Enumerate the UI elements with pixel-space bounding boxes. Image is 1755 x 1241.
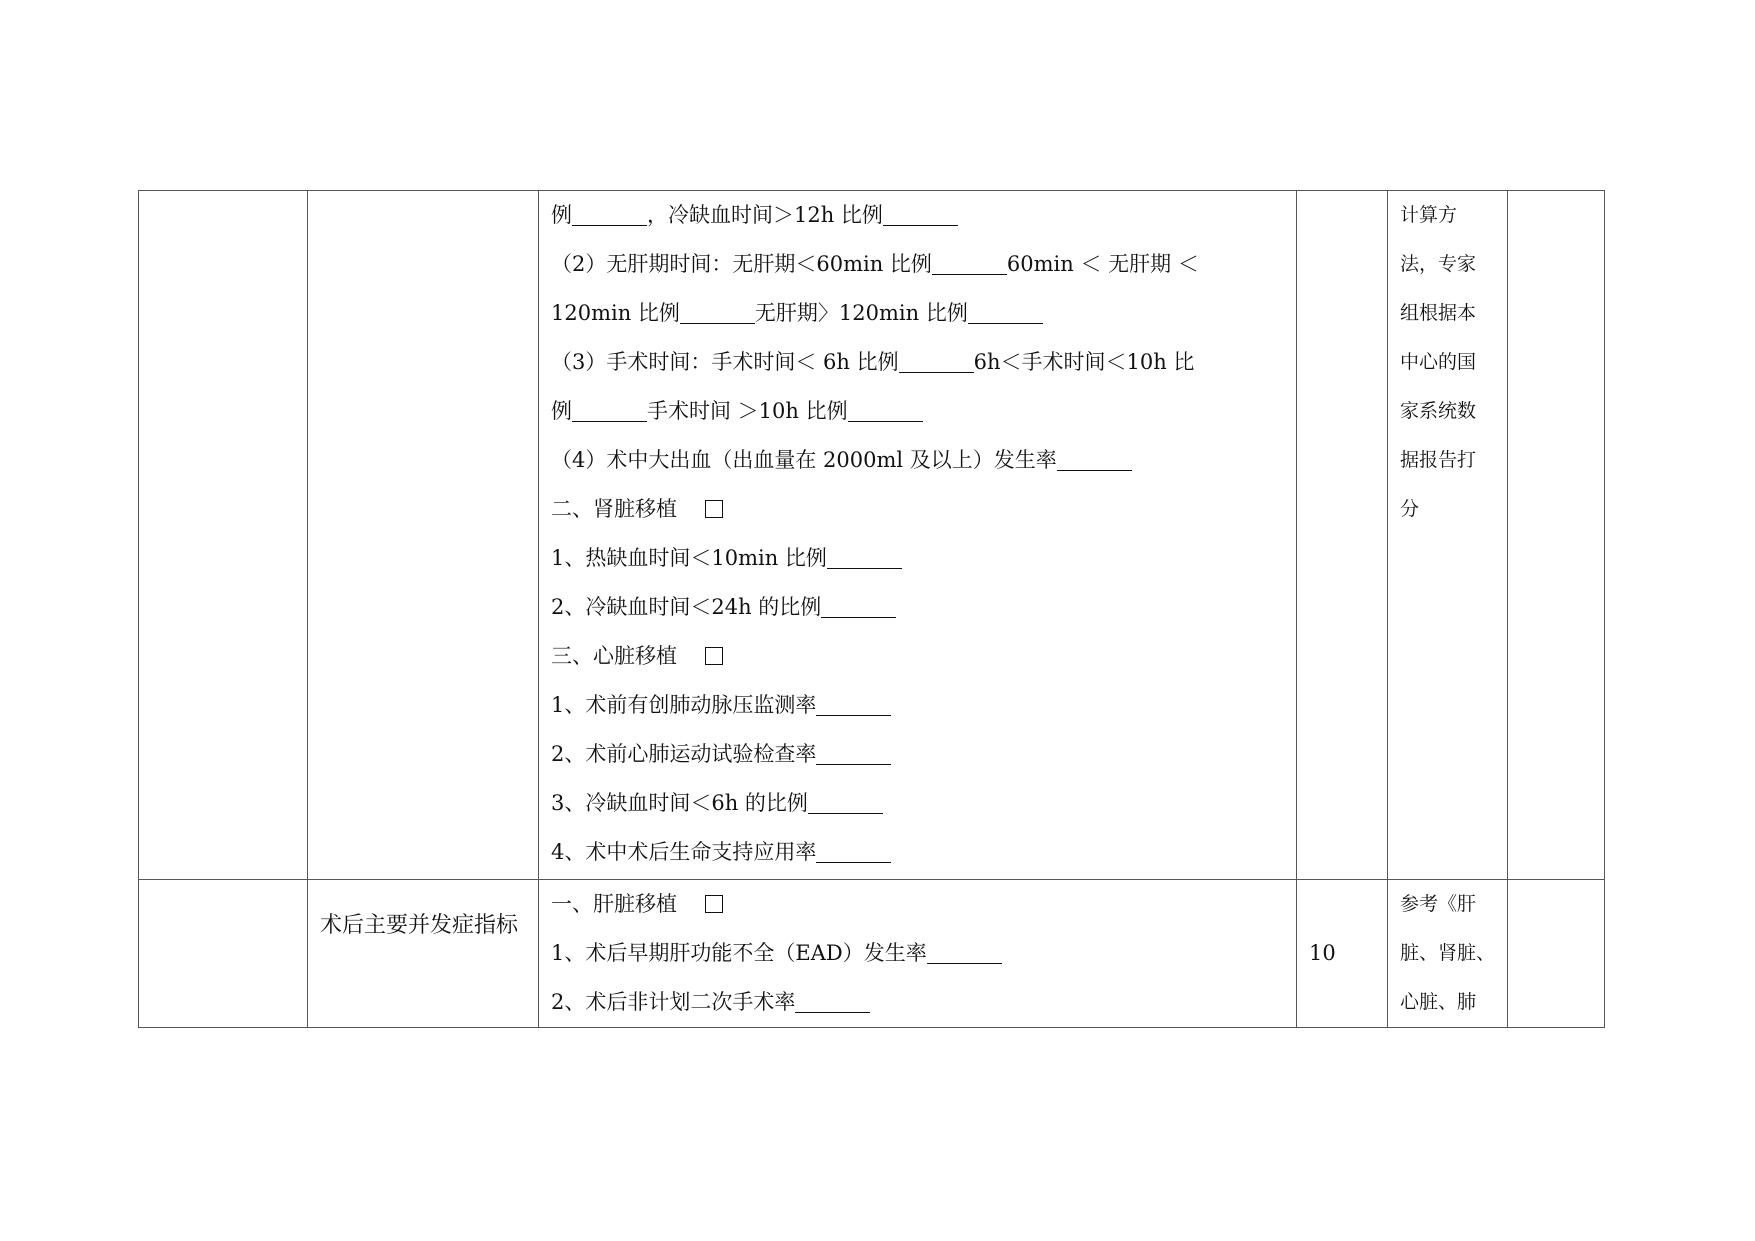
fill-in-blank[interactable] — [816, 763, 891, 765]
content-line — [551, 681, 1284, 730]
content-text: 3、冷缺血时间＜6h 的比例 — [551, 791, 808, 815]
method-text: 法，专家 — [1400, 253, 1477, 275]
remark-cell — [1508, 191, 1605, 880]
method-text: 计算方 — [1400, 204, 1458, 226]
fill-in-blank[interactable] — [899, 371, 974, 373]
content-line — [551, 191, 1284, 240]
content-line — [551, 289, 1284, 338]
content-text: 2、术后非计划二次手术率 — [551, 990, 796, 1014]
content-text: ，冷缺血时间＞12h 比例 — [647, 203, 883, 227]
content-text: 60min ＜ 无肝期 ＜ — [1006, 252, 1199, 276]
indicator-cell — [308, 191, 539, 880]
fill-in-blank[interactable] — [968, 322, 1043, 324]
content-text: 6h＜手术时间＜10h 比 — [973, 350, 1195, 374]
content-text: 4、术中术后生命支持应用率 — [551, 840, 817, 864]
content-line — [551, 632, 1284, 681]
checkbox[interactable] — [705, 647, 723, 665]
checkbox[interactable] — [705, 500, 723, 518]
fill-in-blank[interactable] — [572, 420, 647, 422]
method-text: 组根据本 — [1400, 302, 1477, 324]
score-cell — [1297, 880, 1388, 1028]
table-row — [139, 880, 1605, 1028]
content-cell — [539, 191, 1297, 880]
content-text: 例 — [551, 399, 572, 423]
content-text: 2、冷缺血时间＜24h 的比例 — [551, 595, 822, 619]
fill-in-blank[interactable] — [827, 567, 902, 569]
category-cell — [139, 880, 308, 1028]
content-line — [551, 436, 1284, 485]
method-text: 参考《肝 — [1400, 893, 1477, 915]
score-cell — [1297, 191, 1388, 880]
content-text: 1、术前有创肺动脉压监测率 — [551, 693, 817, 717]
content-line — [551, 828, 1284, 877]
content-line — [551, 338, 1284, 387]
method-cell — [1388, 880, 1508, 1028]
content-text: 无肝期〉120min 比例 — [754, 301, 968, 325]
content-text: 例 — [551, 203, 572, 227]
content-line — [551, 240, 1284, 289]
content-text: （3）手术时间：手术时间＜ 6h 比例 — [551, 350, 899, 374]
method-text: 脏、肾脏、 — [1400, 942, 1496, 964]
fill-in-blank[interactable] — [821, 616, 896, 618]
fill-in-blank[interactable] — [848, 420, 923, 422]
fill-in-blank[interactable] — [927, 962, 1002, 964]
content-text: 2、术前心肺运动试验检查率 — [551, 742, 817, 766]
content-line — [551, 534, 1284, 583]
method-text: 心脏、肺 — [1400, 991, 1477, 1013]
indicator-label: 术后主要并发症指标 — [320, 913, 519, 938]
content-line — [551, 387, 1284, 436]
checkbox[interactable] — [705, 895, 723, 913]
content-line — [551, 485, 1284, 534]
table-row — [139, 191, 1605, 880]
content-text: 一、肝脏移植 — [551, 892, 677, 916]
remark-cell — [1508, 880, 1605, 1028]
fill-in-blank[interactable] — [680, 322, 755, 324]
content-line — [551, 779, 1284, 828]
content-text: 1、热缺血时间＜10min 比例 — [551, 546, 827, 570]
content-line — [551, 583, 1284, 632]
fill-in-blank[interactable] — [795, 1011, 870, 1013]
fill-in-blank[interactable] — [883, 224, 958, 226]
fill-in-blank[interactable] — [816, 714, 891, 716]
fill-in-blank[interactable] — [816, 861, 891, 863]
category-cell — [139, 191, 308, 880]
method-text: 家系统数 — [1400, 400, 1477, 422]
fill-in-blank[interactable] — [808, 812, 883, 814]
content-text: 手术时间 ＞10h 比例 — [647, 399, 848, 423]
content-text: 1、术后早期肝功能不全（EAD）发生率 — [551, 941, 927, 965]
score-value: 10 — [1309, 941, 1336, 965]
content-line — [551, 880, 1284, 929]
method-cell — [1388, 191, 1508, 880]
content-text: （2）无肝期时间：无肝期＜60min 比例 — [551, 252, 932, 276]
method-text: 分 — [1400, 498, 1420, 520]
indicator-cell — [308, 880, 539, 1028]
fill-in-blank[interactable] — [1057, 469, 1132, 471]
content-text: 二、肾脏移植 — [551, 497, 677, 521]
fill-in-blank[interactable] — [932, 273, 1007, 275]
content-text: 三、心脏移植 — [551, 644, 677, 668]
content-text: 120min 比例 — [551, 301, 680, 325]
content-cell — [539, 880, 1297, 1028]
content-line — [551, 730, 1284, 779]
content-line — [551, 978, 1284, 1027]
fill-in-blank[interactable] — [572, 224, 647, 226]
content-text: （4）术中大出血（出血量在 2000ml 及以上）发生率 — [551, 448, 1057, 472]
method-text: 中心的国 — [1400, 351, 1477, 373]
method-text: 据报告打 — [1400, 449, 1477, 471]
content-line — [551, 929, 1284, 978]
evaluation-table — [138, 190, 1605, 1028]
